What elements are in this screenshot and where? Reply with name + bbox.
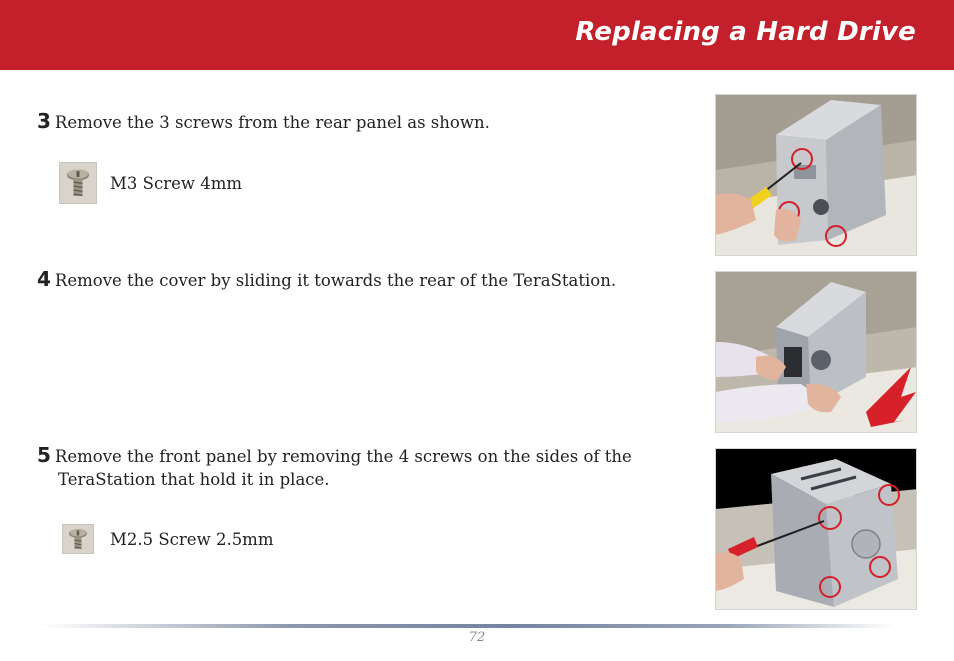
step-text-continued: TeraStation that hold it in place. — [58, 470, 330, 489]
step-5 — [37, 444, 687, 491]
footer-divider — [40, 624, 895, 628]
step-text: Remove the front panel by removing the 4 screws on the sides of the — [54, 447, 632, 466]
page-title: Replacing a Hard Drive — [575, 17, 916, 47]
screw-label: M3 Screw 4mm — [110, 173, 242, 193]
step-text: Remove the 3 screws from the rear panel as shown. — [54, 113, 490, 132]
screw-icon — [59, 162, 97, 204]
photo-rear-panel-screws — [715, 94, 917, 256]
step-number: 3 — [37, 109, 51, 133]
screw-m25 — [62, 524, 273, 554]
step-3 — [37, 110, 687, 134]
screw-m3 — [59, 162, 242, 204]
step-number: 4 — [37, 267, 51, 291]
step-text: Remove the cover by sliding it towards the rear of the TeraStation. — [54, 271, 617, 290]
screw-label: M2.5 Screw 2.5mm — [110, 529, 274, 549]
page-number: 72 — [468, 630, 486, 645]
step-4 — [37, 268, 687, 292]
photo-slide-cover — [715, 271, 917, 433]
screw-icon — [62, 524, 94, 554]
step-number: 5 — [37, 443, 51, 467]
header-bar — [0, 0, 954, 70]
photo-front-panel-screws — [715, 448, 917, 610]
